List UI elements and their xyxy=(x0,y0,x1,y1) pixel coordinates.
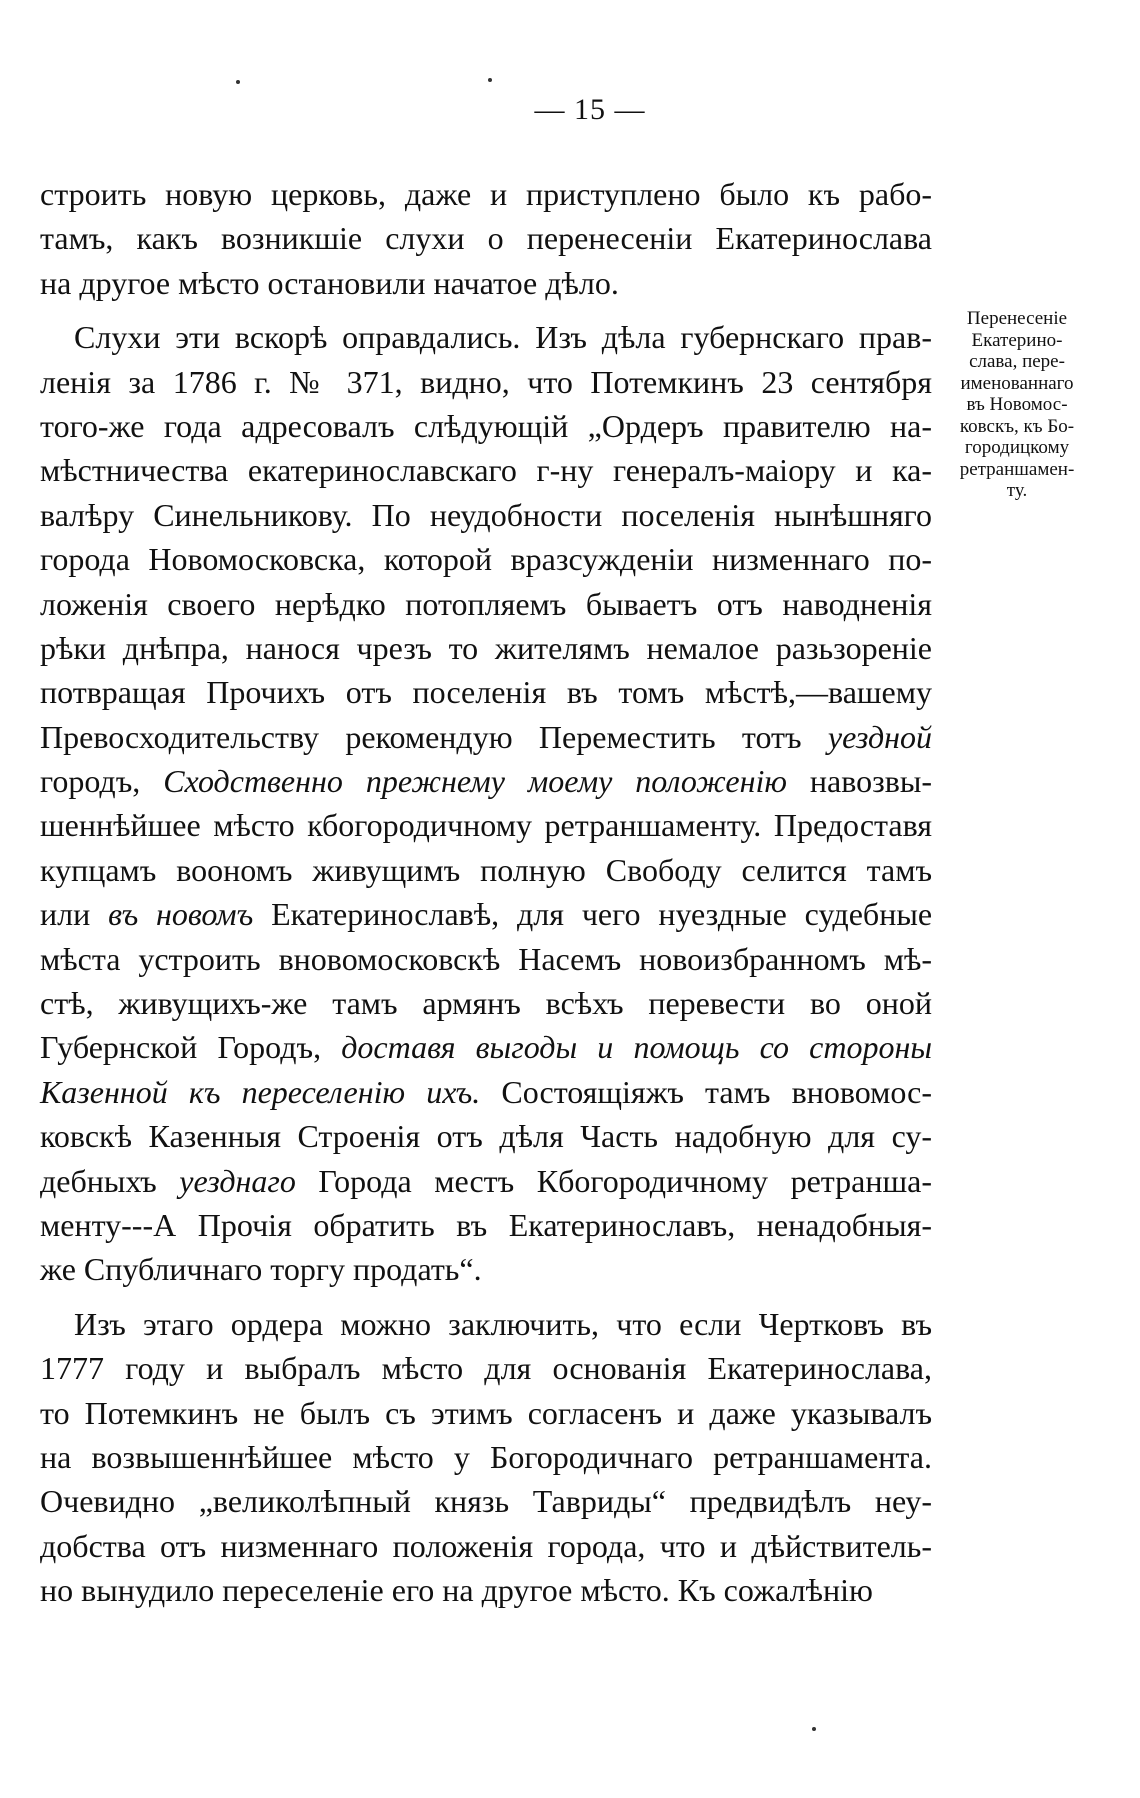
text-run: купцамъ воономъ живущимъ полную Свободу селится тамъ xyxy=(40,851,932,888)
text-line xyxy=(40,848,932,892)
text-run: того-же года адресовалъ слѣдующій „Ордеръ правителю на- xyxy=(40,407,932,444)
text-line xyxy=(40,803,932,847)
text-line xyxy=(40,670,932,714)
text-run: шеннѣйшее мѣсто кбогородичному ретраншаменту. Предоставя xyxy=(40,807,932,844)
text-line xyxy=(40,1159,932,1203)
text-run: стѣ, живущихъ-же тамъ армянъ всѣхъ перевести во оной xyxy=(40,985,932,1022)
text-line xyxy=(40,493,932,537)
italic-text-run: въ новомъ xyxy=(108,896,254,933)
print-speck xyxy=(236,80,240,84)
text-run: валѣру Синельникову. По неудобности поселенія нынѣшняго xyxy=(40,496,932,533)
text-run: Города местъ Кбогородичному ретранша- xyxy=(295,1162,933,1199)
text-run: тамъ, какъ возникшіе слухи о перенесеніи Екатеринослава xyxy=(40,220,932,257)
text-line xyxy=(40,448,932,492)
print-speck xyxy=(488,78,492,82)
text-run: Губернской Городъ, xyxy=(40,1029,342,1066)
text-line xyxy=(40,216,932,260)
text-run: добства отъ низменнаго положенія города, что и дѣйствитель- xyxy=(40,1527,932,1564)
text-line xyxy=(40,1524,932,1568)
text-run: городъ, xyxy=(40,763,164,800)
text-line xyxy=(40,360,932,404)
text-line xyxy=(40,1435,932,1479)
text-line xyxy=(40,261,932,305)
text-run: Изъ этаго ордера можно заключить, что если Чертковъ въ xyxy=(74,1305,932,1342)
italic-text-run: Казенной къ переселенію ихъ. xyxy=(40,1073,481,1110)
page-number: — 15 — xyxy=(534,93,646,126)
italic-text-run: уездной xyxy=(827,718,932,755)
text-run: на другое мѣсто остановили начатое дѣло. xyxy=(40,264,619,301)
text-run: Екатеринославѣ, для чего нуездные судебные xyxy=(253,896,933,933)
text-line xyxy=(40,937,932,981)
margin-note-line: ту. xyxy=(1006,480,1028,501)
italic-text-run: Сходственно прежнему моему положенію xyxy=(163,763,787,800)
text-run: мѣстничества екатеринославскаго г-ну генералъ-маіору и ка- xyxy=(40,452,932,489)
paragraph-gap xyxy=(40,1292,932,1302)
text-run: Слухи эти вскорѣ оправдались. Изъ дѣла губернскаго прав- xyxy=(74,319,932,356)
text-run: ложенія своего нерѣдко потопляемъ бываетъ отъ наводненія xyxy=(40,585,932,622)
text-run: Очевидно „великолѣпный князь Тавриды“ предвидѣлъ неу- xyxy=(40,1483,932,1520)
text-run: города Новомосковска, которой вразсужденіи низменнаго по- xyxy=(40,541,932,578)
text-run: 1777 году и выбралъ мѣсто для основанія Екатеринослава, xyxy=(40,1350,932,1387)
paragraph-gap xyxy=(40,305,932,315)
text-line xyxy=(40,626,932,670)
text-line xyxy=(40,1479,932,1523)
text-run: дебныхъ xyxy=(40,1162,180,1199)
text-run: но вынудило переселеніе его на другое мѣсто. Къ сожалѣнію xyxy=(40,1572,873,1609)
text-line xyxy=(40,1025,932,1069)
text-line xyxy=(40,1391,932,1435)
text-run: строить новую церковь, даже и приступлено было къ рабо- xyxy=(40,176,932,212)
text-line xyxy=(40,1114,932,1158)
margin-note-line: Перенесеніе xyxy=(966,308,1068,329)
text-line xyxy=(40,759,932,803)
text-line xyxy=(40,537,932,581)
text-run: мѣста устроить вновомосковскѣ Насемъ новоизбранномъ мѣ- xyxy=(40,940,932,977)
text-line xyxy=(40,1568,932,1612)
margin-note-line: именованнаго xyxy=(960,372,1074,394)
text-run: или xyxy=(40,896,109,933)
text-line xyxy=(40,1247,932,1291)
text-line xyxy=(40,1203,932,1247)
margin-note-line: городицкому xyxy=(964,437,1070,458)
text-line xyxy=(40,715,932,759)
text-run: рѣки днѣпра, нанося чрезъ то жителямъ немалое разьзореніе xyxy=(40,629,932,666)
text-line xyxy=(40,892,932,936)
text-run: Превосходительству рекомендую Переместить тотъ xyxy=(40,718,828,755)
body-text xyxy=(40,172,932,1613)
text-line xyxy=(40,404,932,448)
text-line xyxy=(40,981,932,1025)
margin-note-line: Екатерино- xyxy=(971,329,1063,351)
margin-note-line: ретраншамен- xyxy=(959,458,1075,480)
print-speck xyxy=(812,1727,816,1731)
text-run: Состоящіяжъ тамъ вновомос- xyxy=(480,1073,932,1110)
text-run: навозвы- xyxy=(786,763,933,800)
text-run: на возвышеннѣйшее мѣсто у Богородичнаго ретраншамента. xyxy=(40,1438,932,1475)
text-line xyxy=(40,1302,932,1346)
text-run: ковскѣ Казенныя Строенія отъ дѣля Часть надобную для су- xyxy=(40,1118,932,1155)
margin-note-line: въ Новомос- xyxy=(966,394,1068,415)
text-line xyxy=(40,1346,932,1390)
text-line xyxy=(40,582,932,626)
text-line xyxy=(40,172,932,216)
italic-text-run: уезднаго xyxy=(179,1162,296,1199)
margin-note xyxy=(942,308,1092,502)
text-run: ленія за 1786 г. № 371, видно, что Потемкинъ 23 сентября xyxy=(40,363,932,400)
text-run: менту---А Прочія обратить въ Екатеринославъ, ненадобныя- xyxy=(40,1206,932,1243)
italic-text-run: доставя выгоды и помощь со стороны xyxy=(341,1029,932,1066)
text-run: же Спубличнаго торгу продать“. xyxy=(40,1251,482,1288)
text-line xyxy=(40,1070,932,1114)
text-run: потвращая Прочихъ отъ поселенія въ томъ мѣстѣ,—вашему xyxy=(40,674,932,711)
margin-note-line: слава, пере- xyxy=(969,351,1065,372)
margin-note-line: ковскъ, къ Бо- xyxy=(959,415,1075,437)
text-line xyxy=(40,315,932,359)
text-run: то Потемкинъ не былъ съ этимъ согласенъ и даже указывалъ xyxy=(40,1394,932,1431)
